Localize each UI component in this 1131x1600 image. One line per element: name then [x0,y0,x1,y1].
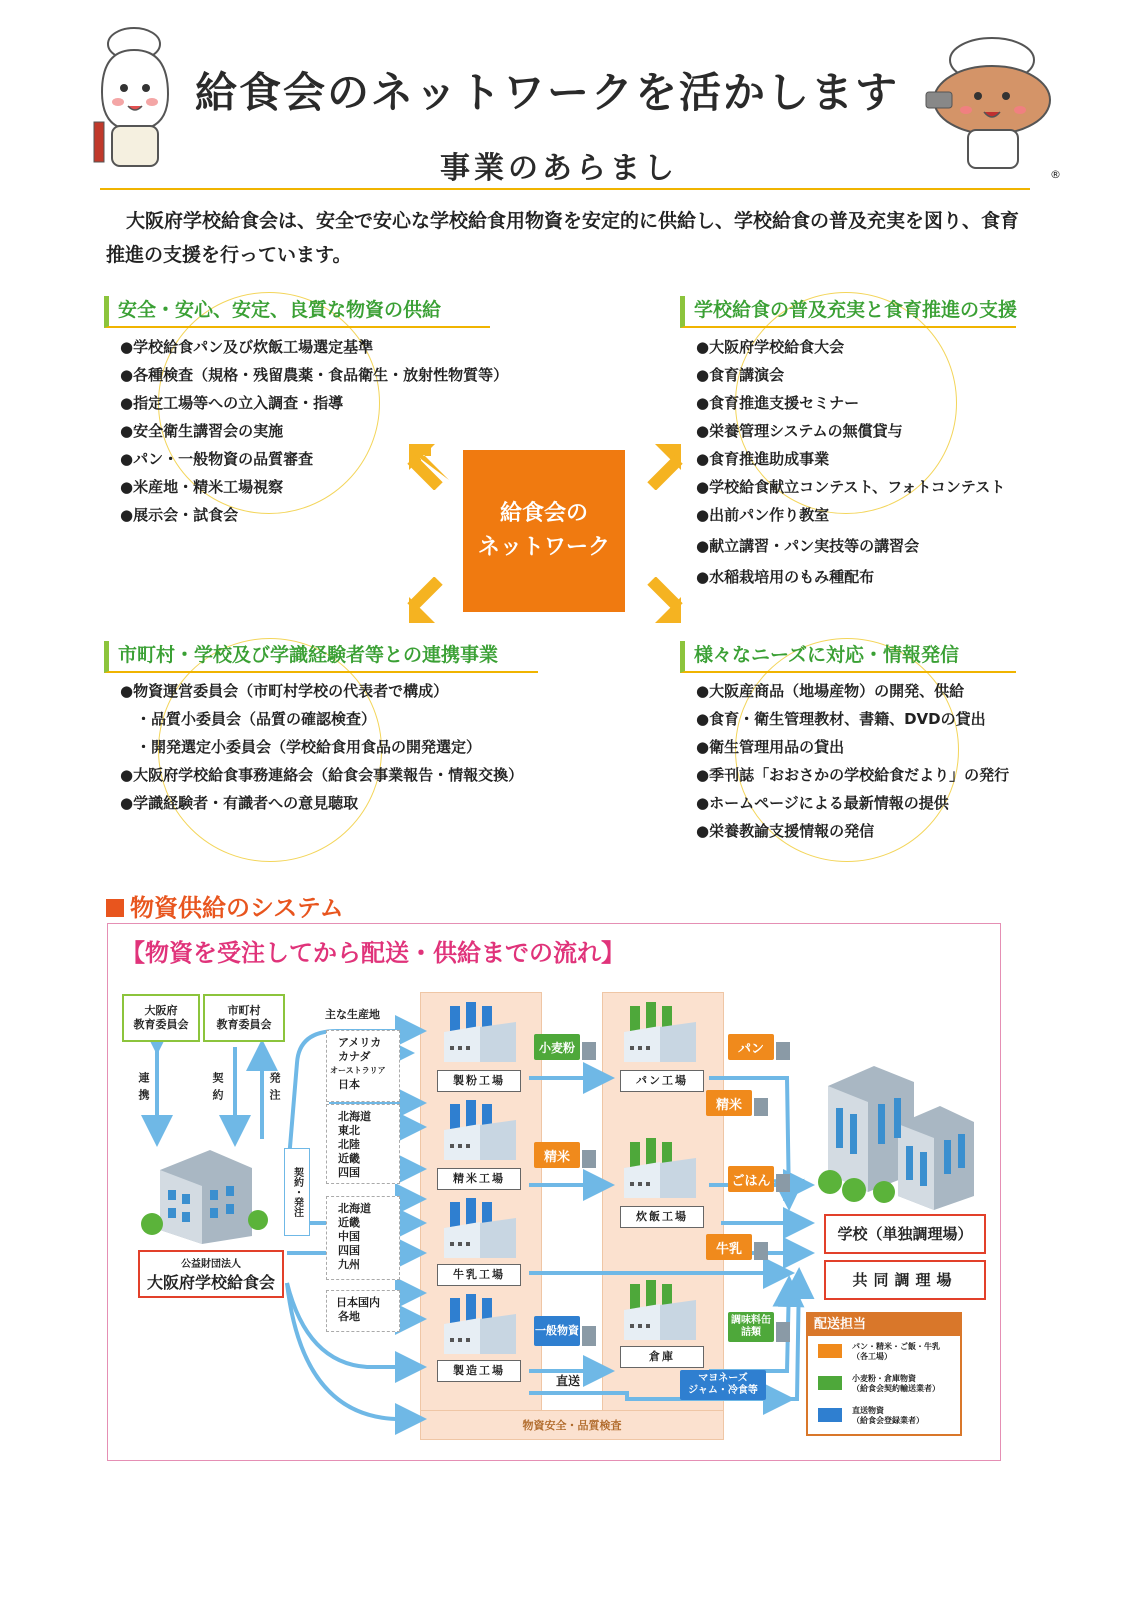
quadrant-list-education [696,333,1005,591]
quadrant-list-partnership [120,677,523,817]
origin-item: 北陸 [338,1138,360,1151]
factory-label-flour: 製粉工場 [437,1070,521,1092]
list-item: ●出前パン作り教室 [696,506,830,524]
legend-title: 配送担当 [808,1314,960,1336]
org-name: 大阪府学校給食会 [146,1273,275,1292]
truck-orange-icon [818,1344,842,1358]
contract-order-box: 契約・発注 [284,1148,310,1236]
truck-milk: 牛乳 [706,1234,770,1270]
origin-item: 近畿 [338,1152,360,1165]
origin-item: 九州 [338,1258,360,1271]
truck-bread: パン [728,1034,792,1070]
origin-item: 中国 [338,1230,360,1243]
warehouse-icon [620,1278,700,1344]
list-item: ・品質小委員会（品質の確認検査） [136,710,377,728]
origin-item: カナダ [338,1050,371,1063]
origin-item: 北海道 [338,1110,371,1123]
intro-paragraph: 大阪府学校給食会は、安全で安心な学校給食用物資を安定的に供給し、学校給食の普及充実を図り、食育推進の支援を行っています。 [106,210,1020,266]
list-item: ●衛生管理用品の貸出 [696,738,845,756]
main-origin-label: 主な生産地 [325,1008,380,1021]
registered-mark: ® [1050,168,1061,181]
plant-label-cooked-rice: 炊飯工場 [620,1206,704,1228]
list-item: ●食育推進支援セミナー [696,394,860,412]
list-item: ・開発選定小委員会（学校給食用食品の開発選定） [136,738,482,756]
quadrant-heading-supply: 安全・安心、安定、良質な物資の供給 [104,296,490,328]
destination-school: 学校（単独調理場） [824,1214,986,1254]
list-item: ●物資運営委員会（市町村学校の代表者で構成） [120,682,449,700]
list-item: ●展示会・試食会 [120,506,239,524]
factory-icon [440,1196,520,1262]
list-item: ●栄養教諭支援情報の発信 [696,822,875,840]
truck-rice: 精米 [534,1142,598,1178]
list-item: ●大阪産商品（地場産物）の開発、供給 [696,682,965,700]
plant-icon [620,1136,700,1202]
osaka-board-box: 大阪府 教育委員会 [122,994,200,1042]
origin-item: 近畿 [338,1216,360,1229]
list-item: ●水稲栽培用のもみ種配布 [696,568,875,586]
arrow-down-left-icon [405,577,455,627]
arrow-down-right-icon [635,577,685,627]
plant-label-warehouse: 倉庫 [620,1346,704,1368]
plant-label-bread: パン工場 [620,1070,704,1092]
list-item: ●ホームページによる最新情報の提供 [696,794,949,812]
network-box-line2: ネットワーク [477,535,610,560]
relation-label: 契約 [211,1072,224,1106]
section-subtitle: 事業のあらまし [440,151,678,186]
factory-icon [440,1098,520,1164]
list-item: ●食育推進助成事業 [696,450,830,468]
origin-item: アメリカ [338,1036,382,1049]
quadrant-heading-education: 学校給食の普及充実と食育推進の支援 [680,296,1016,328]
list-item: ●栄養管理システムの無償貸与 [696,422,903,440]
office-building-icon [140,1140,270,1244]
school-buildings-icon [818,1046,978,1210]
network-box-line1: 給食会の [499,501,588,526]
quadrant-list-supply [120,333,508,529]
list-item: ●食育・衛生管理教材、書籍、DVDの貸出 [696,710,986,728]
origin-item: 東北 [338,1124,360,1137]
relation-label: 連携 [137,1072,150,1106]
factory-label-manufacturing: 製造工場 [437,1360,521,1382]
origin-item: 北海道 [338,1202,371,1215]
origin-item: オーストラリア [330,1066,386,1075]
factory-label-milk: 牛乳工場 [437,1264,521,1286]
truck-cooked-rice: ごはん [728,1166,792,1202]
list-item: ●各種検査（規格・残留農薬・食品衛生・放射性物質等） [120,366,509,384]
quadrant-heading-information: 様々なニーズに対応・情報発信 [680,641,1016,673]
list-item: ●パン・一般物資の品質審査 [120,450,314,468]
page-title: 給食会のネットワークを活かします [195,68,900,117]
org-small-label: 公益財団法人 [181,1259,241,1270]
truck-general: 一般物資 [534,1316,598,1354]
legend-row: 小麦粉・倉庫物資 （給食会契約輸送業者） [852,1374,940,1393]
truck-green-icon [818,1376,842,1390]
truck-blue-icon [818,1408,842,1422]
list-item: ●米産地・精米工場視察 [120,478,284,496]
truck-flour: 小麦粉 [534,1034,598,1070]
square-bullet-icon [106,899,124,917]
org-box [138,1250,284,1298]
list-item: ●大阪府学校給食大会 [696,338,845,356]
delivery-legend [806,1312,962,1436]
destination-joint-kitchen: 共同調理場 [824,1260,986,1300]
factory-icon [440,1292,520,1358]
legend-row: 直送物資 （給食会登録業者） [852,1406,924,1425]
legend-row: パン・精米・ご飯・牛乳 （各工場） [852,1342,940,1361]
title-rule [100,188,1030,190]
truck-seasoning: 調味料缶詰類 [728,1312,792,1352]
list-item: ●安全衛生講習会の実施 [120,422,284,440]
origin-item: 四国 [338,1166,360,1179]
list-item: ●学校給食献立コンテスト、フォトコンテスト [696,478,1006,496]
origin-item: 各地 [338,1310,360,1323]
list-item: ●季刊誌「おおさかの学校給食だより」の発行 [696,766,1010,784]
rice-ball-mascot-left [92,22,184,172]
municipal-board-box: 市町村 教育委員会 [203,994,285,1042]
inspection-label: 物資安全・品質検査 [522,1419,622,1432]
truck-rice-delivery: 精米 [706,1090,770,1126]
list-item: ●指定工場等への立入調査・指導 [120,394,344,412]
origin-item: 日本国内 [336,1296,380,1309]
system-section-title: 物資供給のシステム [106,888,344,923]
list-item: ●献立講習・パン実技等の講習会 [696,537,920,555]
origin-item: 日本 [338,1078,360,1091]
chef-mascot-right [918,30,1058,172]
list-item: ●大阪府学校給食事務連絡会（給食会事業報告・情報交換） [120,766,524,784]
flow-title: 【物資を受注してから配送・供給までの流れ】 [121,939,625,967]
origin-item: 四国 [338,1244,360,1257]
quadrant-list-information [696,677,1009,845]
plant-icon [620,1000,700,1066]
factory-label-rice: 精米工場 [437,1168,521,1190]
list-item: ●学校給食パン及び炊飯工場選定基準 [120,338,374,356]
quadrant-heading-partnership: 市町村・学校及び学識経験者等との連携事業 [104,641,538,673]
arrow-up-right-icon [635,440,685,490]
direct-delivery-label: 直送 [556,1374,581,1388]
network-center-box [463,450,625,612]
list-item: ●食育講演会 [696,366,785,384]
relation-label: 発注 [268,1072,281,1106]
arrow-up-left-icon [405,440,455,490]
truck-mayonnaise: マヨネーズ ジャム・冷食等 [680,1370,780,1406]
list-item: ●学識経験者・有識者への意見聴取 [120,794,359,812]
factory-icon [440,1000,520,1066]
